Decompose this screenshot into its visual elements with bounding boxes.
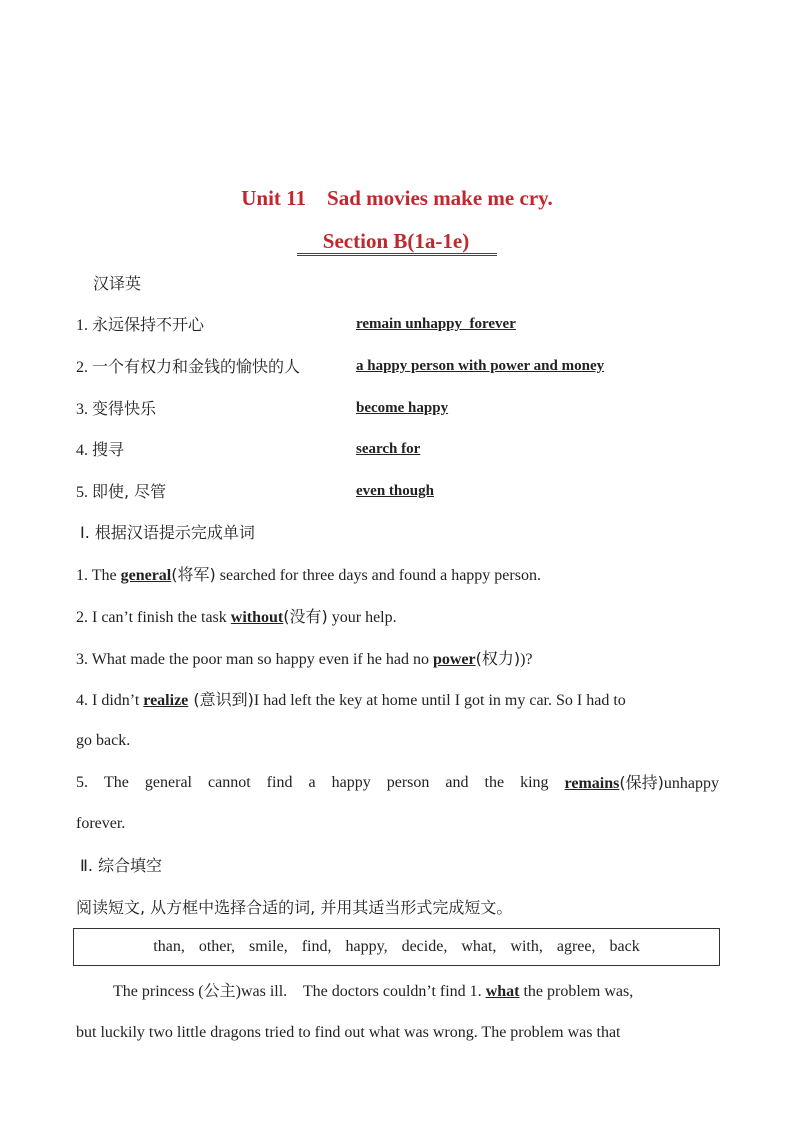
word-bank-item: back <box>609 938 640 955</box>
question-2: 2. I can’t finish the task without(没有) your help. <box>76 607 397 626</box>
question-1: 1. The general(将军) searched for three days and found a happy person. <box>76 565 541 584</box>
vocab-answer: a happy person with power and money <box>356 358 605 374</box>
question-5: 5. The general cannot find a happy person and the king remains(保持)unhappy <box>76 773 719 792</box>
part2-instruction: 阅读短文, 从方框中选择合适的词, 并用其适当形式完成短文。 <box>76 898 513 917</box>
vocab-item: 1. 永远保持不开心 <box>76 315 205 334</box>
vocab-answer: remain unhappy forever <box>356 316 516 332</box>
vocab-item: 5. 即使, 尽管 <box>76 482 167 501</box>
word-bank-item: find, <box>301 938 332 955</box>
vocab-answer: search for <box>356 441 421 457</box>
word-bank-item: other, <box>198 938 236 955</box>
word-bank-item: smile, <box>249 938 288 955</box>
vocab-item: 3. 变得快乐 <box>76 399 157 418</box>
vocab-item: 4. 搜寻 <box>76 440 125 459</box>
word-bank-item: happy, <box>345 938 388 955</box>
page-title: Unit 11 Sad movies make me cry. <box>241 186 553 210</box>
vocab-answer: become happy <box>356 400 449 416</box>
word-bank-item: agree, <box>556 938 596 955</box>
question-4-continued: go back. <box>76 732 131 749</box>
section-subtitle: Section B(1a-1e) <box>0 229 794 254</box>
vocab-item: 2. 一个有权力和金钱的愉快的人 <box>76 357 301 376</box>
question-5-continued: forever. <box>76 815 126 832</box>
word-bank-item: decide, <box>401 938 448 955</box>
part2-heading: Ⅱ. 综合填空 <box>80 856 163 875</box>
word-bank-item: than, <box>153 938 185 955</box>
word-bank-box <box>73 928 720 966</box>
vocab-answer: even though <box>356 483 434 499</box>
vocab-heading: 汉译英 <box>93 274 142 293</box>
passage-line-1: The princess (公主)was ill. The doctors couldn’t find 1. what the problem was, <box>113 983 634 1000</box>
part1-heading: Ⅰ. 根据汉语提示完成单词 <box>80 523 255 542</box>
question-3: 3. What made the poor man so happy even if he had no power(权力))? <box>76 649 533 668</box>
word-bank-item: with, <box>510 938 543 955</box>
passage-line-2: but luckily two little dragons tried to find out what was wrong. The problem was that <box>76 1024 621 1041</box>
question-4: 4. I didn’t realize (意识到)I had left the key at home until I got in my car. So I had to <box>76 690 626 709</box>
word-bank-item: what, <box>461 938 497 955</box>
